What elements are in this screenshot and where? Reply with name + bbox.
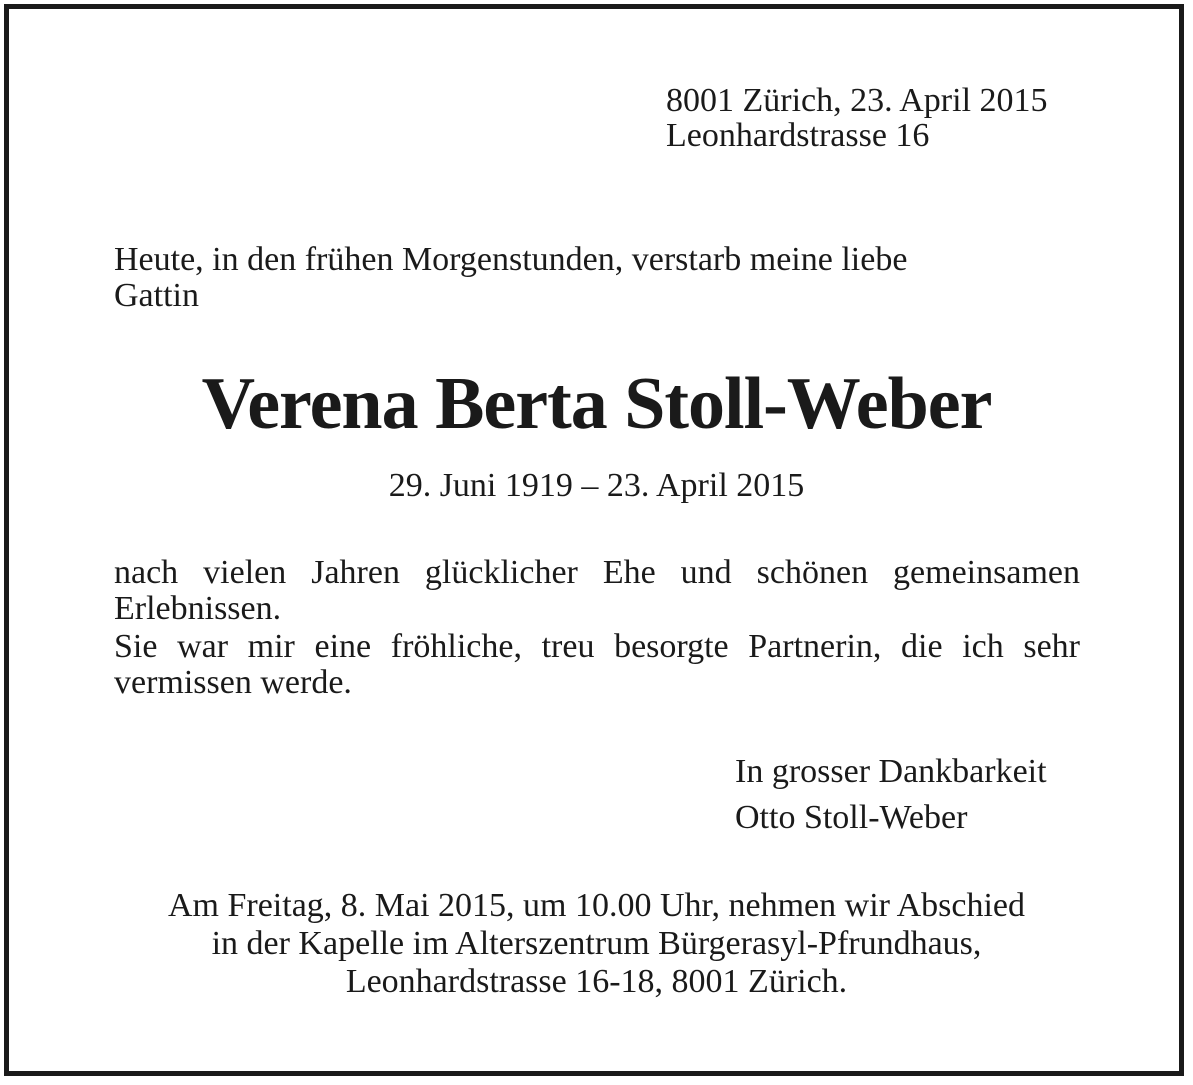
body-line: vermissen werde. [114, 664, 352, 701]
body-line: nach vielen Jahren glücklicher Ehe und schönen gemeinsamen [114, 554, 1080, 591]
intro-line: Gattin [114, 277, 199, 314]
intro-line: Heute, in den frühen Morgenstunden, verstarb meine liebe [114, 241, 908, 278]
ceremony-line: Am Freitag, 8. Mai 2015, um 10.00 Uhr, nehmen wir Abschied [167, 887, 1026, 924]
ceremony-line: in der Kapelle im Alterszentrum Bürgerasyl-Pfrundhaus, [211, 925, 982, 962]
deceased-name: Verena Berta Stoll-Weber [201, 363, 992, 445]
ceremony-line: Leonhardstrasse 16-18, 8001 Zürich. [345, 963, 848, 1000]
body-line: Erlebnissen. [114, 590, 282, 627]
life-dates: 29. Juni 1919 – 23. April 2015 [388, 467, 805, 504]
sender-address: Leonhardstrasse 16 [666, 117, 930, 154]
signature-name: Otto Stoll-Weber [735, 799, 968, 836]
body-line: Sie war mir eine fröhliche, treu besorgte Partnerin, die ich sehr [114, 628, 1080, 665]
place-date: 8001 Zürich, 23. April 2015 [666, 82, 1048, 119]
closing-phrase: In grosser Dankbarkeit [735, 753, 1047, 790]
